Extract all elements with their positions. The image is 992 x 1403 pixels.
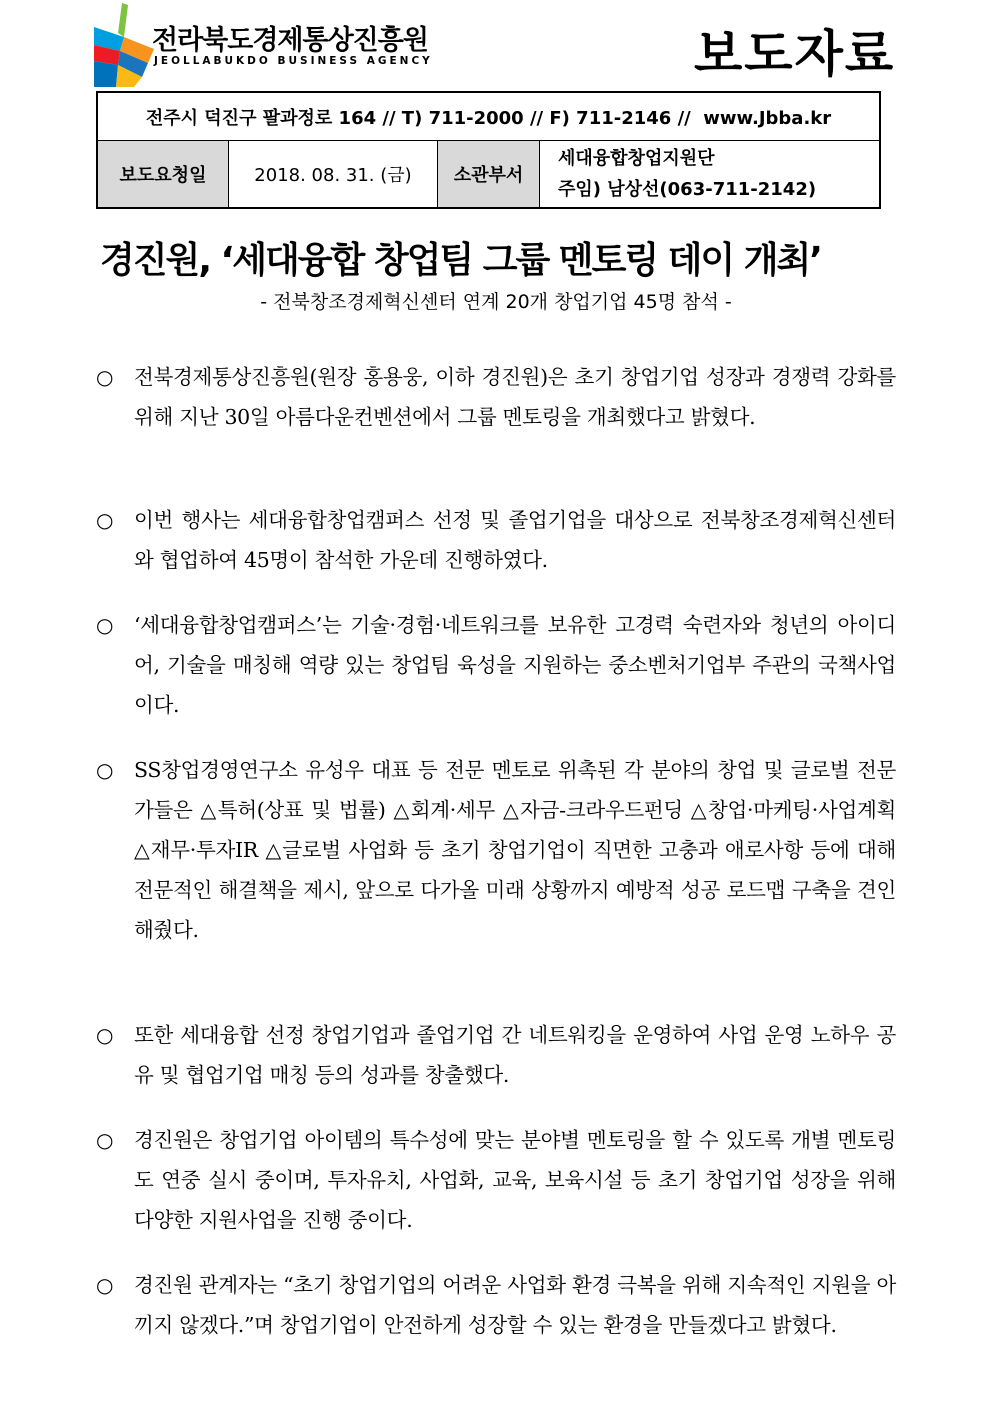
request-date: 2018. 08. 31. (금) [229,141,438,207]
org-name-korean: 전라북도경제통상진흥원 [152,25,428,56]
paragraph-text: 전북경제통상진흥원(원장 홍용웅, 이하 경진원)은 초기 창업기업 성장과 경쟁력 강화를 위해 지난 30일 아름다운컨벤션에서 그룹 멘토링을 개최했다고 밝혔다. [134,365,896,429]
paragraph-3 [96,605,896,725]
contact-line: 전주시 덕진구 팔과정로 164 // T) 711-2000 // F) 711-2146 // www.Jbba.kr [98,93,879,141]
department-name: 세대융합창업지원단 [558,148,715,169]
bullet-circle-icon: ○ [96,1128,114,1152]
bullet-circle-icon: ○ [96,758,114,782]
headline-title: 경진원, ‘세대융합 창업팀 그룹 멘토링 데이 개최’ [100,240,821,281]
org-name-english: JEOLLABUKDO BUSINESS AGENCY [154,55,433,67]
paragraph-7 [96,1265,896,1345]
bullet-circle-icon: ○ [96,1023,114,1047]
headline-subtitle: - 전북창조경제혁신센터 연계 20개 창업기업 45명 참석 - [260,291,732,313]
paragraph-text: SS창업경영연구소 유성우 대표 등 전문 멘토로 위촉된 각 분야의 창업 및 글로벌 전문가들은 △특허(상표 및 법률) △회계·세무 △자금-크라우드펀딩 △창업·마케팅·사업계획 △재무·투자IR △글로벌 사업화 등 초기 창업기업이 직면한 고충과 애로사항 등에 대해 전문적인 해결책을 제시, 앞으로 다가올 미래 상황까지 예방적 성공 로드맵 구축을 견인해줬다. [134,758,896,942]
department-cell [540,141,879,207]
bullet-circle-icon: ○ [96,1273,114,1297]
paragraph-text: ‘세대융합창업캠퍼스’는 기술·경험·네트워크를 보유한 고경력 숙련자와 청년의 아이디어, 기술을 매칭해 역량 있는 창업팀 육성을 지원하는 중소벤처기업부 주관의 국책사업이다. [134,613,896,717]
paragraph-4 [96,750,896,950]
paragraph-text: 또한 세대융합 선정 창업기업과 졸업기업 간 네트워킹을 운영하여 사업 운영 노하우 공유 및 협업기업 매칭 등의 성과를 창출했다. [134,1023,896,1087]
paragraph-1 [96,357,896,437]
agency-logo [94,3,154,87]
paragraph-2 [96,500,896,580]
paragraph-6 [96,1120,896,1240]
bullet-circle-icon: ○ [96,508,114,532]
bullet-circle-icon: ○ [96,365,114,389]
bullet-circle-icon: ○ [96,613,114,637]
request-date-label: 보도요청일 [98,141,229,207]
paragraph-text: 경진원 관계자는 “초기 창업기업의 어려운 사업화 환경 극복을 위해 지속적인 지원을 아끼지 않겠다.”며 창업기업이 안전하게 성장할 수 있는 환경을 만들겠다고 밝혔다. [134,1273,896,1337]
contact-person: 주임) 남상선(063-711-2142) [558,179,817,200]
department-label: 소관부서 [438,141,540,207]
info-row [98,141,879,207]
info-table [96,91,881,209]
paragraph-5 [96,1015,896,1095]
paragraph-text: 이번 행사는 세대융합창업캠퍼스 선정 및 졸업기업을 대상으로 전북창조경제혁신센터와 협업하여 45명이 참석한 가운데 진행하였다. [134,508,896,572]
paragraph-text: 경진원은 창업기업 아이템의 특수성에 맞는 분야별 멘토링을 할 수 있도록 개별 멘토링도 연중 실시 중이며, 투자유치, 사업화, 교육, 보육시설 등 초기 창업기업 성장을 위해 다양한 지원사업을 진행 중이다. [134,1128,896,1232]
document-type: 보도자료 [694,25,896,83]
